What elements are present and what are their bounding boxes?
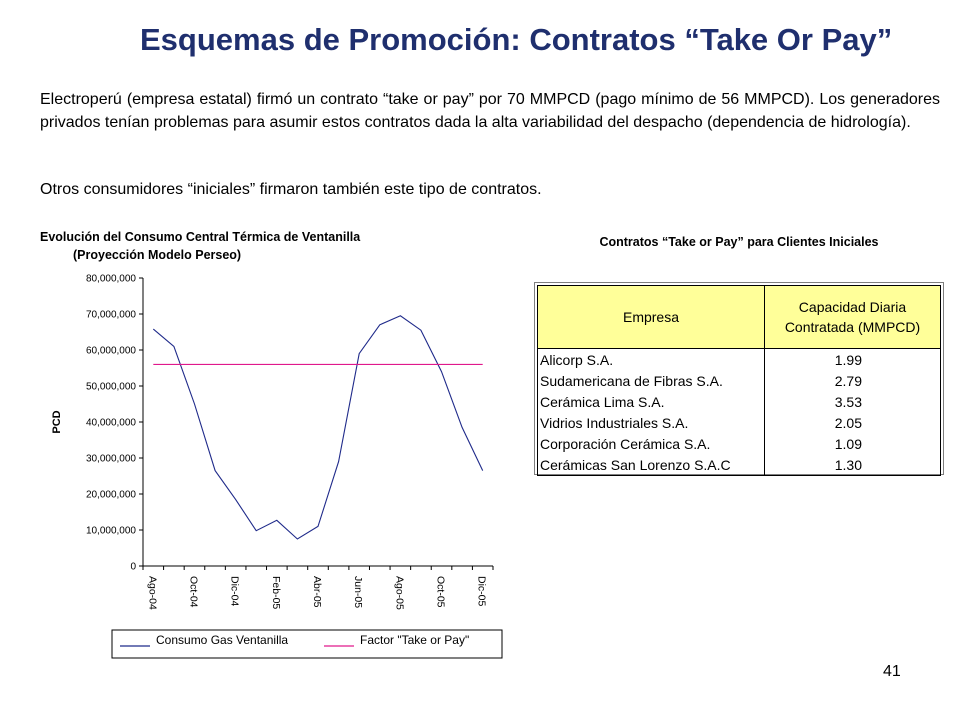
table-header-row [538, 286, 941, 349]
capacidad-cell: 2.05 [765, 412, 941, 433]
x-tick-label: Ago-05 [393, 576, 406, 610]
x-tick-label: Dic-05 [475, 576, 488, 607]
header-capacidad [765, 286, 941, 349]
table-row [538, 349, 941, 371]
table-row [538, 412, 941, 433]
chart-title-line2: (Proyección Modelo Perseo) [73, 248, 242, 262]
legend-label: Factor "Take or Pay" [360, 633, 470, 647]
legend-label: Consumo Gas Ventanilla [156, 633, 289, 647]
page-number: 41 [883, 663, 901, 680]
x-tick-label: Ago-04 [146, 576, 159, 610]
y-tick-label: 20,000,000 [85, 489, 136, 501]
y-tick-label: 10,000,000 [85, 525, 136, 537]
x-tick-label: Oct-05 [434, 576, 447, 608]
contracts-table [537, 285, 941, 476]
y-tick-label: 80,000,000 [85, 273, 136, 285]
x-tick-label: Jun-05 [352, 576, 365, 609]
capacidad-cell: 3.53 [765, 391, 941, 412]
x-tick-label: Oct-04 [187, 576, 200, 608]
header-capacidad-line2: Contratada (MMPCD) [784, 319, 921, 335]
empresa-cell: Vidrios Industriales S.A. [538, 412, 765, 433]
intro-paragraph: Electroperú (empresa estatal) firmó un contrato “take or pay” por 70 MMPCD (pago mínimo de 56 MMPCD). Los generadores privados tenían problemas para asumir estos contratos dada la alta variabilidad del despacho (dependencia de hidrología). [40, 91, 940, 131]
table-title: Contratos “Take or Pay” para Clientes Iniciales [599, 235, 879, 249]
capacidad-cell: 1.99 [765, 349, 941, 371]
y-tick-label: 70,000,000 [85, 309, 136, 321]
consumption-line-chart [38, 262, 508, 662]
y-tick-label: 30,000,000 [85, 453, 136, 465]
empresa-cell: Cerámica Lima S.A. [538, 391, 765, 412]
table-row [538, 433, 941, 454]
capacidad-cell: 1.30 [765, 454, 941, 476]
chart-title [40, 228, 480, 264]
table-row [538, 370, 941, 391]
chart-title-line1: Evolución del Consumo Central Térmica de Ventanilla [40, 230, 361, 244]
x-tick-label: Dic-04 [228, 576, 241, 607]
y-tick-label: 50,000,000 [85, 381, 136, 393]
header-capacidad-line1: Capacidad Diaria [798, 299, 907, 315]
capacidad-cell: 2.79 [765, 370, 941, 391]
contracts-table-container [534, 282, 944, 475]
table-row [538, 391, 941, 412]
header-empresa: Empresa [538, 286, 765, 349]
x-tick-label: Feb-05 [269, 576, 282, 610]
y-tick-label: 40,000,000 [85, 417, 136, 429]
empresa-cell: Alicorp S.A. [538, 349, 765, 371]
slide-title: Esquemas de Promoción: Contratos “Take Or Pay” [140, 22, 893, 57]
table-row [538, 454, 941, 476]
y-tick-label: 60,000,000 [85, 345, 136, 357]
y-tick-label: 0 [130, 561, 136, 573]
empresa-cell: Cerámicas San Lorenzo S.A.C [538, 454, 765, 476]
consumo-series-line [153, 316, 482, 539]
x-tick-label: Abr-05 [311, 576, 323, 608]
capacidad-cell: 1.09 [765, 433, 941, 454]
y-axis-title: PCD [51, 410, 63, 434]
empresa-cell: Corporación Cerámica S.A. [538, 433, 765, 454]
empresa-cell: Sudamericana de Fibras S.A. [538, 370, 765, 391]
second-paragraph: Otros consumidores “iniciales” firmaron también este tipo de contratos. [40, 181, 542, 198]
